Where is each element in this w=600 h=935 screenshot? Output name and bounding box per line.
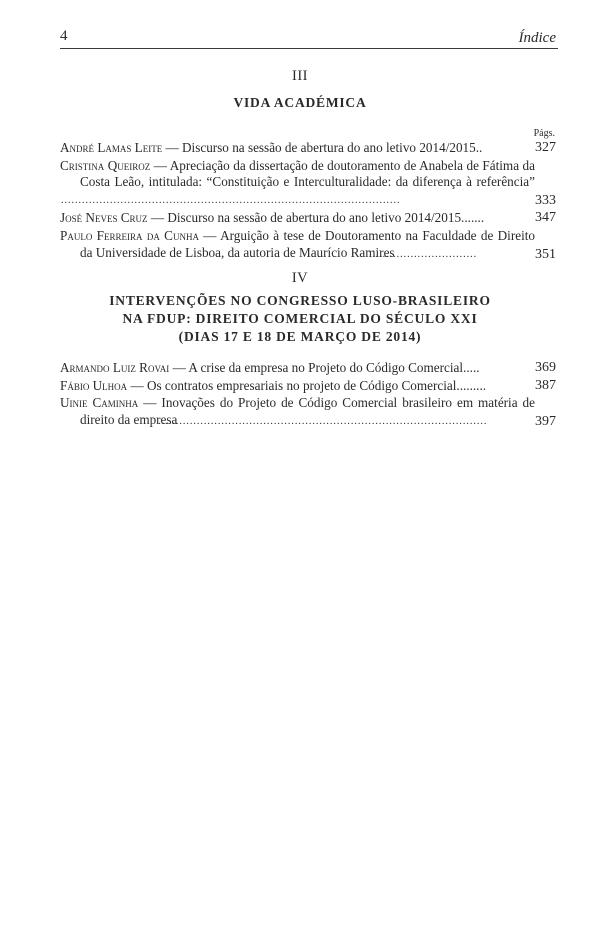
toc-entry-page: 351 [535,246,556,262]
toc-entry-author: Cristina Queiroz [60,157,151,173]
toc-entry-title: A crise da empresa no Projeto do Código Comercial..... [188,360,480,375]
toc-entry-page: 333 [535,192,556,208]
section-number-iii: III [292,68,308,84]
section-title-line-3: (DIAS 17 E 18 DE MARÇO DE 2014) [178,329,422,344]
toc-entry-page: 347 [535,210,556,226]
toc-entry-text: José Neves Cruz — Discurso na sessão de abertura do ano letivo 2014/2015....... [60,210,485,226]
toc-entry-author: Paulo Ferreira da Cunha [60,227,199,243]
toc-entry-text: Paulo Ferreira da Cunha — Arguição à tese de Doutoramento na Faculdade de Direito da Universidade de Lisboa, da autoria de Maurício Ramires............................. [60,227,535,260]
toc-entry[interactable] [60,395,556,430]
toc-entry-title: Os contratos empresariais no projeto de Código Comercial......... [146,377,487,393]
toc-entry-text: Cristina Queiroz — Apreciação da dissertação de doutoramento de Anabela de Fátima da Costa Leão, intitulada: “Constituição e Interculturalidade: da diferença à referência”................................................................................................. [60,157,535,206]
toc-entry-author: Uinie Caminha [60,395,139,411]
toc-entry-page: 369 [535,360,556,375]
toc-entry-page: 387 [535,377,556,393]
toc-entry-text: Uinie Caminha — Inovações do Projeto de Código Comercial brasileiro em matéria de direito da empresa.............................................................................................. [60,395,535,427]
toc-entry-author: André Lamas Leite [60,140,163,155]
toc-entry[interactable] [60,378,556,395]
toc-entry-title: Arguição à tese de Doutoramento na Faculdade de Direito da Universidade de Lisboa, da autoria de Maurício Ramires [80,227,535,260]
running-title: Índice [518,30,556,46]
toc-entry[interactable] [60,140,556,157]
section-number-iv: IV [291,270,309,286]
toc-entry-title: Discurso na sessão de abertura do ano letivo 2014/2015.. [182,140,483,155]
section-title-vida-academica: VIDA ACADÉMICA [233,95,367,110]
section-title-line-2: NA FDUP: DIREITO COMERCIAL DO SÉCULO XXI [122,311,478,326]
toc-entry-title: Inovações do Projeto de Código Comercial brasileiro em matéria de direito da empresa [80,395,535,427]
toc-section-iii [60,140,556,263]
page-number: 4 [60,28,68,44]
toc-entry-author: Fábio Ulhoa [60,377,128,393]
toc-entry-text: André Lamas Leite — Discurso na sessão de abertura do ano letivo 2014/2015.. [60,140,483,155]
toc-entry-page: 327 [535,140,556,155]
toc-entry-text: Armando Luiz Rovai — A crise da empresa no Projeto do Código Comercial..... [60,360,480,375]
toc-entry[interactable] [60,158,556,210]
pages-column-label: Págs. [533,128,555,139]
toc-entry-page: 397 [535,413,556,429]
toc-entry[interactable] [60,360,556,377]
header-rule [60,48,558,49]
toc-entry-author: José Neves Cruz [60,210,148,226]
section-title-line-1: INTERVENÇÕES NO CONGRESSO LUSO-BRASILEIRO [109,293,491,308]
toc-entry[interactable] [60,228,556,263]
toc-entry-title: Discurso na sessão de abertura do ano letivo 2014/2015....... [167,210,485,226]
toc-entry-text: Fábio Ulhoa — Os contratos empresariais no projeto de Código Comercial......... [60,377,487,393]
toc-entry-title: Apreciação da dissertação de doutoramento de Anabela de Fátima da Costa Leão, intitulada: “Constituição e Interculturalidade: da diferença à referência” [80,157,535,190]
toc-section-iv [60,360,556,430]
toc-entry[interactable] [60,210,556,227]
toc-entry-author: Armando Luiz Rovai [60,360,170,375]
